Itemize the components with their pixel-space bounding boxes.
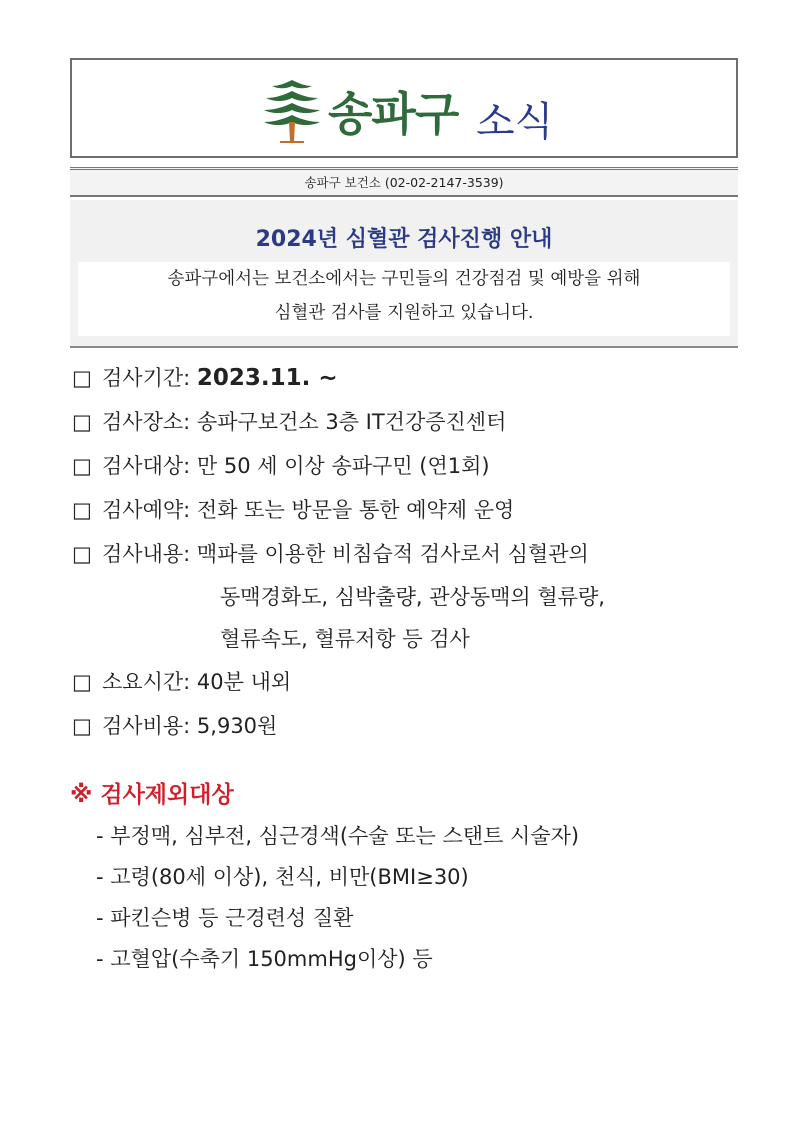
info-continuation: 동맥경화도, 심박출량, 관상동맥의 혈류량, xyxy=(220,585,605,609)
exclusion-item: - 부정맥, 심부전, 심근경색(수술 또는 스탠트 시술자) xyxy=(96,824,580,848)
info-label: 검사기간: xyxy=(102,366,191,390)
info-value: 5,930원 xyxy=(196,714,278,738)
checkbox-icon: □ xyxy=(72,714,92,738)
info-value: 송파구보건소 3층 IT건강증진센터 xyxy=(196,410,507,434)
exclusion-item: - 고혈압(수축기 150mmHg이상) 등 xyxy=(96,947,433,971)
health-center-contact: 송파구 보건소 (02-02-2147-3539) xyxy=(70,167,738,197)
info-row-contents xyxy=(72,532,752,660)
checkbox-icon: □ xyxy=(72,454,92,478)
checkbox-icon: □ xyxy=(72,366,92,390)
intro-line-2: 심혈관 검사를 지원하고 있습니다. xyxy=(274,303,534,323)
info-row-location xyxy=(72,400,752,444)
info-label: 소요시간: xyxy=(102,670,191,694)
info-value: 맥파를 이용한 비침습적 검사로서 심혈관의 xyxy=(196,542,589,566)
info-label: 검사내용: xyxy=(102,542,191,566)
info-row-period xyxy=(72,356,752,400)
exclusion-title: ※ 검사제외대상 xyxy=(70,782,234,808)
pine-tree-logo-icon xyxy=(262,76,322,146)
checkbox-icon: □ xyxy=(72,498,92,522)
exclusion-list xyxy=(96,816,579,980)
info-value: 전화 또는 방문을 통한 예약제 운영 xyxy=(196,498,515,522)
info-label: 검사비용: xyxy=(102,714,191,738)
checkbox-icon: □ xyxy=(72,542,92,566)
district-logo-text: 송파구 xyxy=(328,87,459,141)
exclusion-item: - 고령(80세 이상), 천식, 비만(BMI≥30) xyxy=(96,865,469,889)
exam-info-list xyxy=(72,356,752,748)
intro-text xyxy=(78,262,730,336)
newsletter-subtitle: 소식 xyxy=(476,99,554,145)
info-row-cost xyxy=(72,704,752,748)
info-value: 40분 내외 xyxy=(196,670,292,694)
info-label: 검사예약: xyxy=(102,498,191,522)
checkbox-icon: □ xyxy=(72,410,92,434)
info-label: 검사대상: xyxy=(102,454,191,478)
info-row-target xyxy=(72,444,752,488)
info-label: 검사장소: xyxy=(102,410,191,434)
info-value: 2023.11. ~ xyxy=(196,365,338,391)
notice-title-area xyxy=(70,200,738,348)
info-continuation: 혈류속도, 혈류저항 등 검사 xyxy=(220,627,470,651)
info-row-duration xyxy=(72,660,752,704)
notice-title: 2024년 심혈관 검사진행 안내 xyxy=(255,227,553,252)
exclusion-item: - 파킨슨병 등 근경련성 질환 xyxy=(96,906,354,930)
intro-line-1: 송파구에서는 보건소에서는 구민들의 건강점검 및 예방을 위해 xyxy=(167,269,641,289)
checkbox-icon: □ xyxy=(72,670,92,694)
newsletter-header xyxy=(70,58,738,158)
info-value: 만 50 세 이상 송파구민 (연1회) xyxy=(196,454,490,478)
info-row-reservation xyxy=(72,488,752,532)
